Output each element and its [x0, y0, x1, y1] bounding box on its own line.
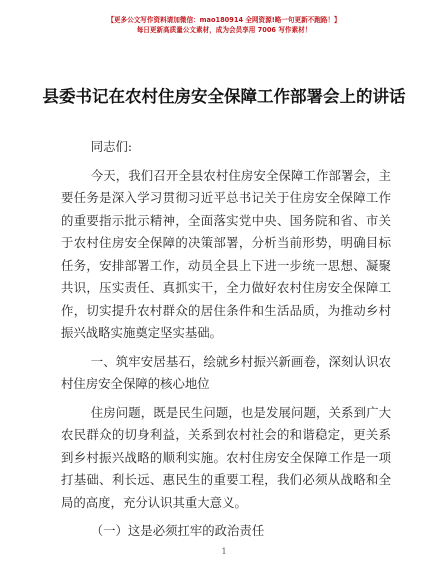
- promo-line-1: 【更多公文写作资料请加微信：mao180914 全网资源!略一句更新不跑路！】: [107, 16, 341, 24]
- paragraph-intro: 今天，我们召开全县农村住房安全保障工作部署会，主要任务是深入学习贯彻习近平总书记关于住房安全保障工作的重要指示批示精神，全面落实党中央、国务院和省、市关于农村住房安全保障的决策部署，分析当前形势，明确目标任务，安排部署工作，动员全县上下进一步统一思想、凝聚共识，压实责任、真抓实干，全力做好农村住房安全保障工作，切实提升农村群众的居住条件和生活品质，为推动乡村振兴战略实施奠定坚实基础。: [61, 167, 391, 340]
- paragraph-section-1: 住房问题，既是民生问题，也是发展问题，关系到广大农民群众的切身利益，关系到农村社会的和谐稳定，更关系到乡村振兴战略的顺利实施。农村住房安全保障工作是一项打基础、利长远、惠民生的重要工程，我们必须从战略和全局的高度，充分认识其重大意义。: [61, 404, 391, 510]
- subsection-heading-1: （一）这是必须扛牢的政治责任: [90, 523, 265, 538]
- section-heading-1: 一、筑牢安居基石，绘就乡村振兴新画卷，深刻认识农村住房安全保障的核心地位: [61, 353, 391, 391]
- promo-line-2: 每日更新高质量公文素材，成为会员享用 7006 写作素材！: [136, 26, 312, 34]
- document-title: 县委书记在农村住房安全保障工作部署会上的讲话: [42, 87, 406, 106]
- document-body: [61, 136, 391, 549]
- page-number: 1: [221, 547, 227, 556]
- salutation: 同志们:: [90, 139, 133, 154]
- promo-banner: [0, 15, 448, 35]
